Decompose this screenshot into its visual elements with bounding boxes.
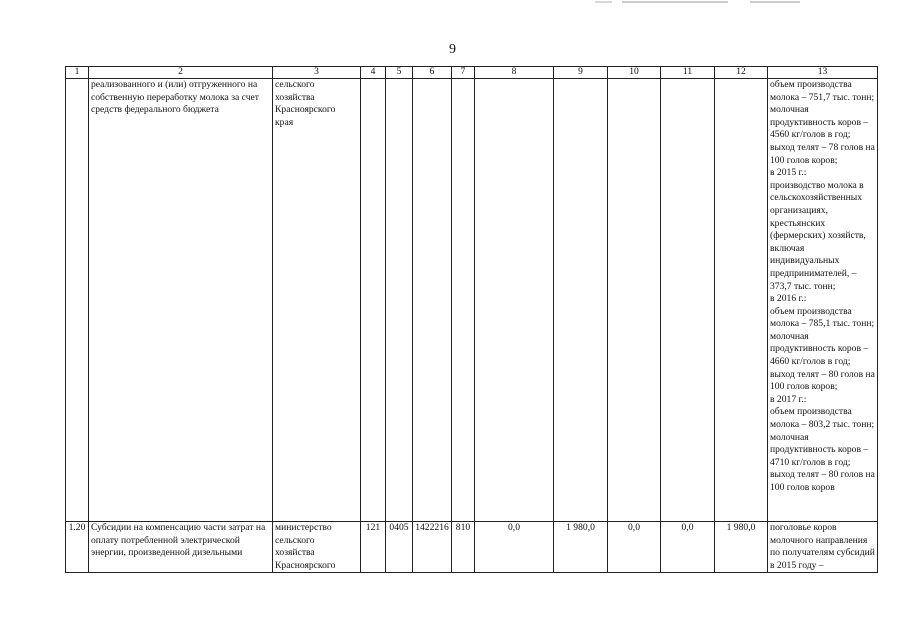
column-header: 1 — [66, 67, 89, 79]
column-header: 8 — [475, 67, 554, 79]
code-grbs: 121 — [361, 522, 386, 573]
column-header: 6 — [413, 67, 452, 79]
amount-cell: 1 980,0 — [554, 522, 608, 573]
measure-description: реализованного и (или) отгруженного на собственную переработку молока за счет средств федерального бюджета — [89, 79, 273, 522]
amount-cell — [475, 79, 554, 522]
code-csr: 1422216 — [413, 522, 452, 573]
code-vr: 810 — [452, 522, 475, 573]
column-header: 3 — [273, 67, 361, 79]
column-header: 11 — [661, 67, 715, 79]
amount-cell: 0,0 — [661, 522, 715, 573]
table-row — [66, 522, 878, 573]
page-number: 9 — [449, 42, 456, 57]
executor-cell: министерство сельского хозяйства Красноярского — [273, 522, 361, 573]
header-rule-lines — [0, 0, 905, 10]
amount-total-cell: 1 980,0 — [715, 522, 768, 573]
expected-result-cell: объем производства молока – 751,7 тыс. тонн; молочная продуктивность коров – 4560 кг/голов в год; выход телят – 78 голов на 100 голов коров; в 2015 г.: производство молока в сельскохозяйственных организациях, крестьянских (фермерских) хозяйств, включая индивидуальных предпринимателей, – 373,7 тыс. тонн; в 2016 г.: объем производства молока – 785,1 тыс. тонн; молочная продуктивность коров – 4660 кг/голов в год; выход телят – 80 голов на 100 голов коров; в 2017 г.: объем производства молока – 803,2 тыс. тонн; молочная продуктивность коров – 4710 кг/голов в год; выход телят – 80 голов на 100 голов коров — [768, 79, 878, 522]
code-rzpr: 0405 — [386, 522, 413, 573]
measure-description: Субсидии на компенсацию части затрат на оплату потребленной электрической энергии, произведенной дизельными — [89, 522, 273, 573]
code-vr — [452, 79, 475, 522]
column-header: 7 — [452, 67, 475, 79]
column-header: 13 — [768, 67, 878, 79]
amount-total-cell — [715, 79, 768, 522]
code-csr — [413, 79, 452, 522]
column-number-row — [66, 67, 878, 79]
table-row — [66, 79, 878, 522]
column-header: 12 — [715, 67, 768, 79]
amount-cell: 0,0 — [475, 522, 554, 573]
row-number — [66, 79, 89, 522]
column-header: 5 — [386, 67, 413, 79]
amount-cell — [661, 79, 715, 522]
expected-result-cell: поголовье коров молочного направления по получателям субсидий в 2015 году – — [768, 522, 878, 573]
column-header: 9 — [554, 67, 608, 79]
amount-cell — [608, 79, 661, 522]
amount-cell: 0,0 — [608, 522, 661, 573]
column-header: 10 — [608, 67, 661, 79]
column-header: 4 — [361, 67, 386, 79]
code-grbs — [361, 79, 386, 522]
executor-cell: сельского хозяйства Красноярского края — [273, 79, 361, 522]
column-header: 2 — [89, 67, 273, 79]
row-number: 1.20 — [66, 522, 89, 573]
code-rzpr — [386, 79, 413, 522]
amount-cell — [554, 79, 608, 522]
program-table — [65, 66, 878, 573]
